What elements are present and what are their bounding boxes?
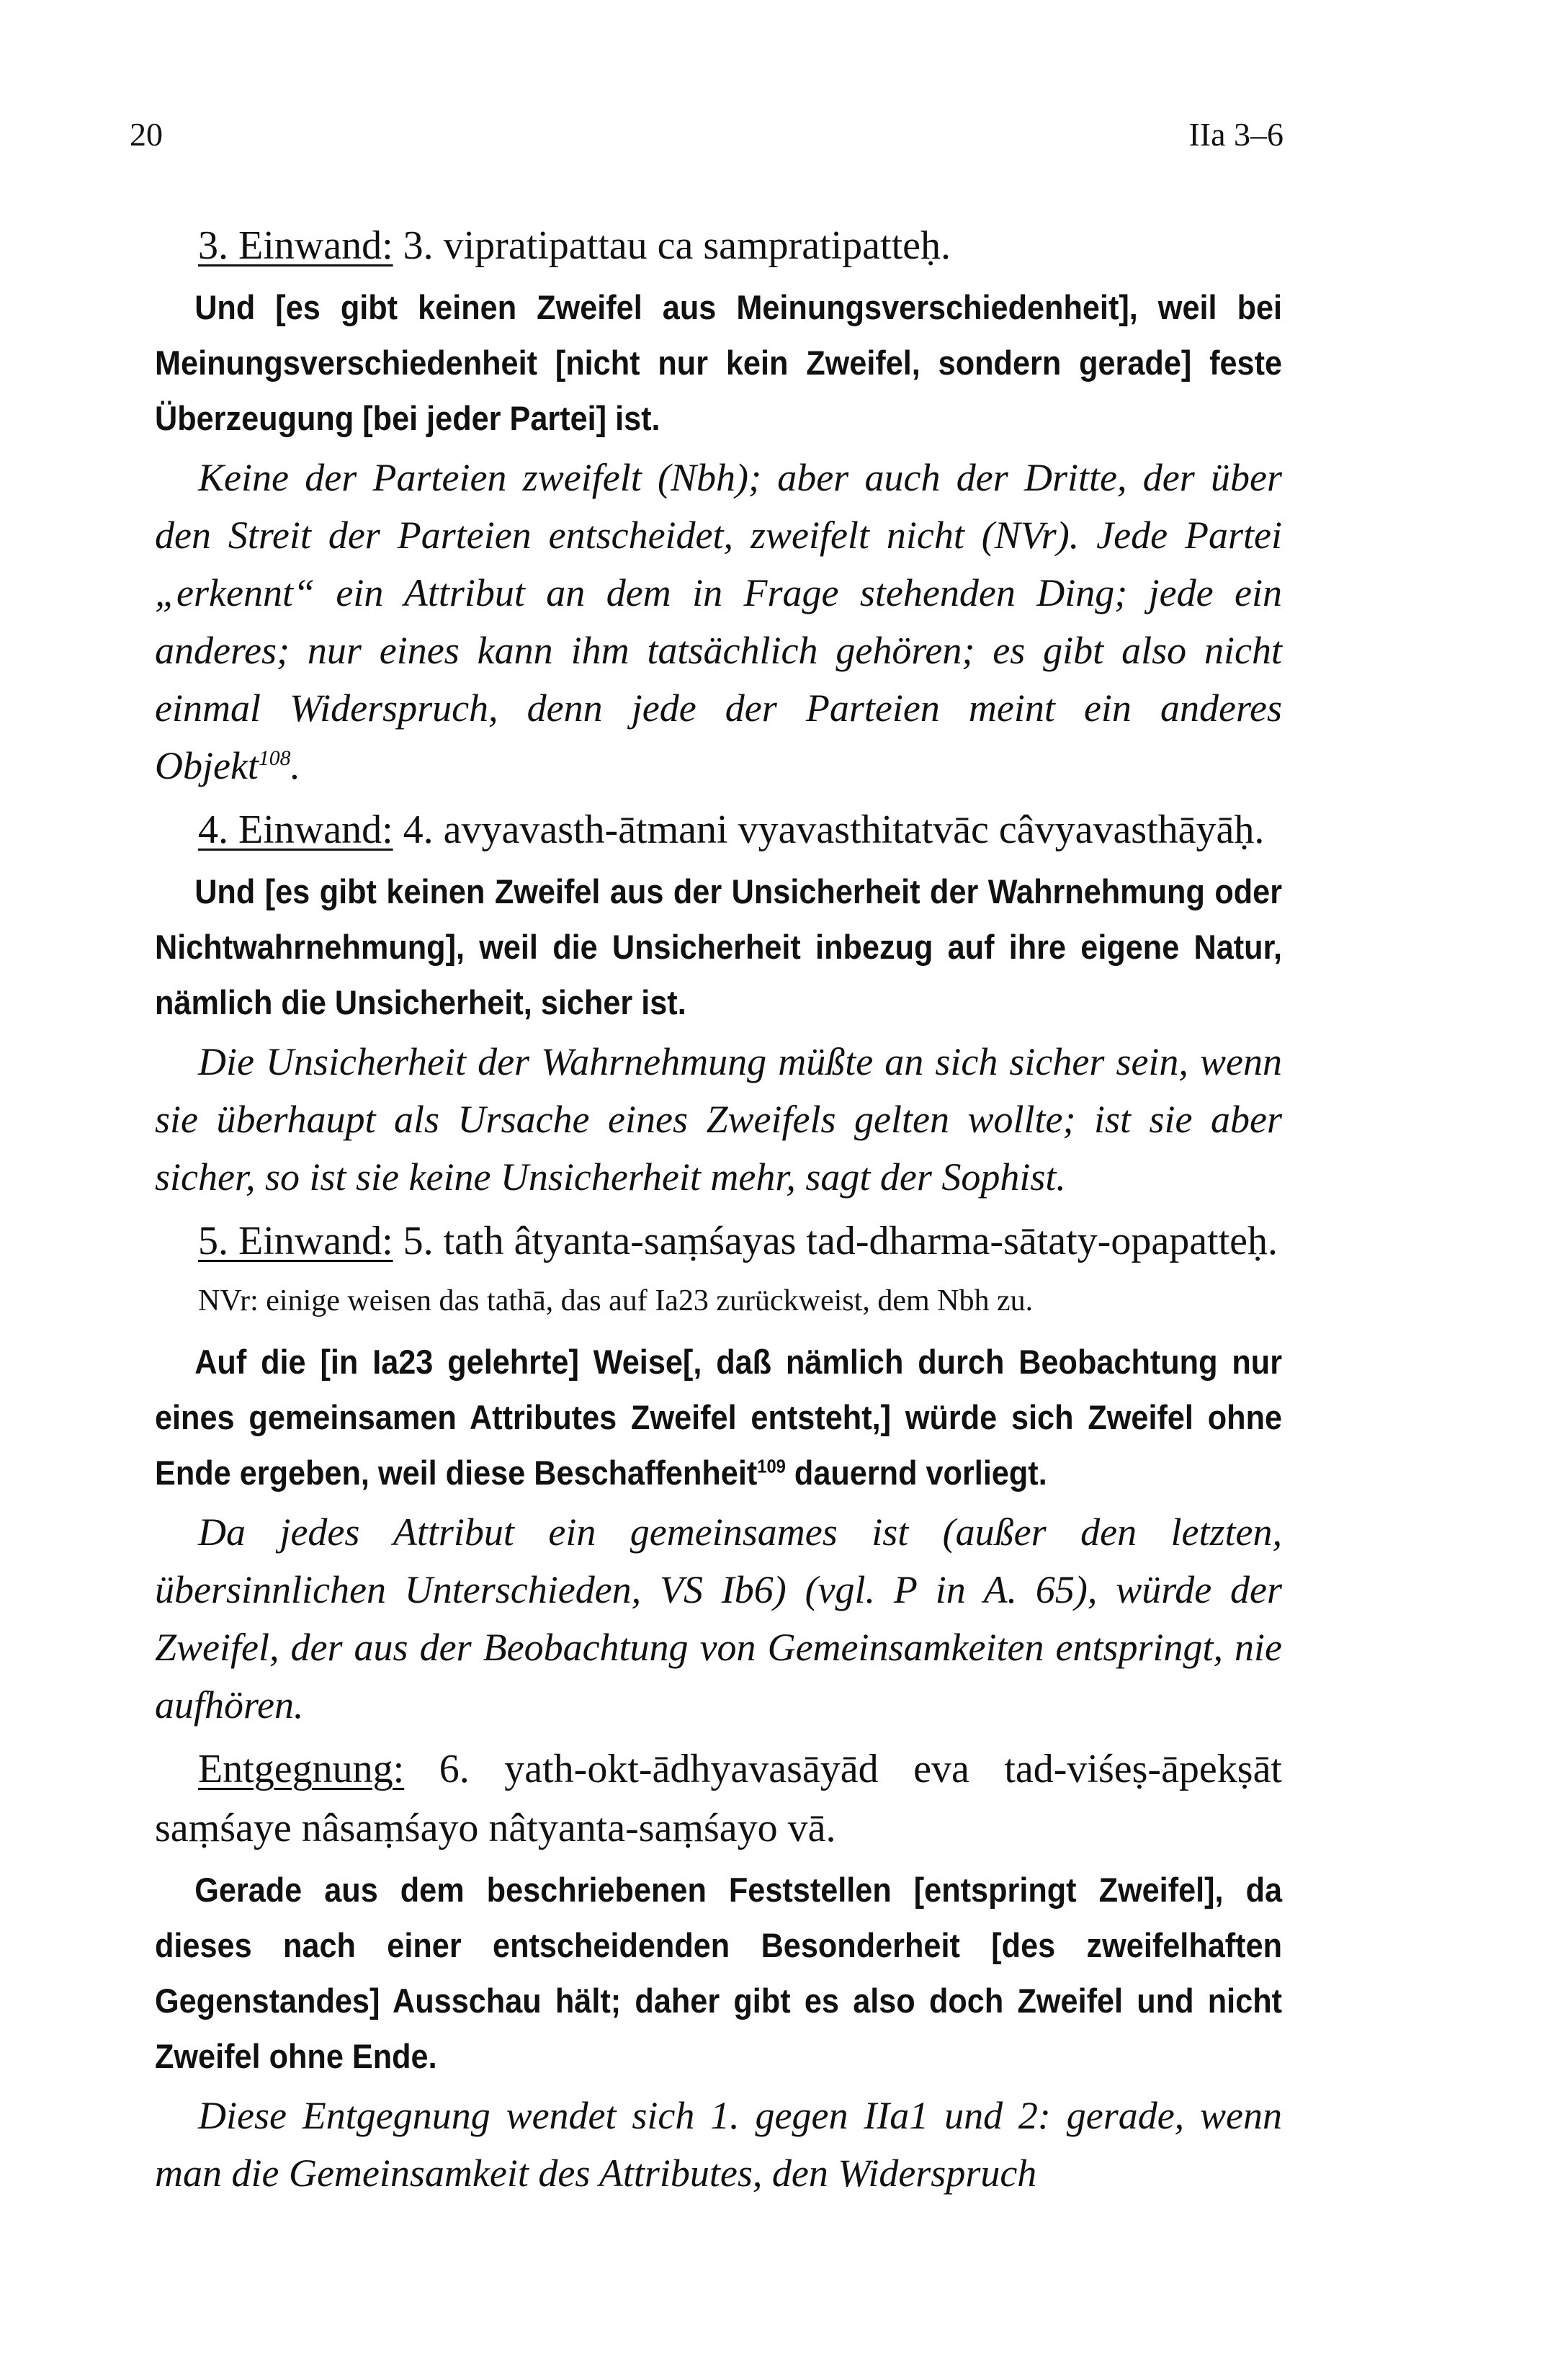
commentary-5: Da jedes Attribut ein gemeinsames ist (außer den letzten, übersinnlichen Unterschieden, VS Ib6) (vgl. P in A. 65), würde der Zweifel, der aus der Beobachtung von Gemeinsamkeiten entspringt, nie aufhören. xyxy=(155,1510,1282,1727)
page-number: 20 xyxy=(130,116,163,153)
commentary-4: Die Unsicherheit der Wahrnehmung müßte an sich sicher sein, wenn sie überhaupt als Ursache eines Zweifels gelten wollte; ist sie aber sicher, so ist sie keine Unsicherheit mehr, sagt der Sophist. xyxy=(155,1040,1282,1199)
sutra-label: 4. Einwand: xyxy=(198,807,393,852)
translation-3: Und [es gibt keinen Zweifel aus Meinungsverschiedenheit], weil bei Meinungsverschiedenheit [nicht nur kein Zweifel, sondern gerade] feste Überzeugung [bei jeder Partei] ist. xyxy=(155,288,1283,437)
translation-text: Auf die [in Ia23 gelehrte] Weise[, daß nämlich durch Beobachtung nur eines gemeinsamen Attributes Zweifel entsteht,] würde sich Zweifel ohne Ende ergeben, weil diese Beschaffenheit xyxy=(155,1343,1283,1492)
sutra-6 xyxy=(155,1740,1282,1858)
footnote-ref-108: 108 xyxy=(258,747,291,770)
running-header: IIa 3–6 xyxy=(1188,116,1283,153)
translation-4: Und [es gibt keinen Zweifel aus der Unsicherheit der Wahrnehmung oder Nichtwahrnehmung], weil die Unsicherheit inbezug auf ihre eigene Natur, nämlich die Unsicherheit, sicher ist. xyxy=(155,872,1283,1021)
translation-6: Gerade aus dem beschriebenen Feststellen [entspringt Zweifel], da dieses nach einer entscheidenden Besonderheit [des zweifelhaften Gegenstandes] Ausschau hält; daher gibt es also doch Zweifel und nicht Zweifel ohne Ende. xyxy=(155,1871,1283,2075)
commentary-3 xyxy=(155,449,1282,794)
page-body xyxy=(155,216,1282,2208)
commentary-text: Keine der Parteien zweifelt (Nbh); aber auch der Dritte, der über den Streit der Parteien entscheidet, zweifelt nicht (NVr). Jede Partei „erkennt“ ein Attribut an dem in Frage stehenden Ding; jede ein anderes; nur eines kann ihm tatsächlich gehören; es gibt also nicht einmal Widerspruch, denn jede der Parteien meint ein anderes Objekt xyxy=(155,456,1282,787)
sutra-label: Entgegnung: xyxy=(198,1747,405,1791)
sutra-text: 6. yath-okt-ādhyavasāyād eva tad-viśeṣ-āpekṣāt saṃśaye nâsaṃśayo nâtyanta-saṃśayo vā. xyxy=(155,1747,1282,1850)
sutra-5 xyxy=(155,1212,1282,1271)
commentary-6: Diese Entgegnung wendet sich 1. gegen IIa1 und 2: gerade, wenn man die Gemeinsamkeit des Attributes, den Widerspruch xyxy=(155,2094,1282,2195)
translation-end: dauernd vorliegt. xyxy=(785,1454,1047,1492)
translation-5 xyxy=(155,1334,1282,1500)
commentary-end: . xyxy=(290,744,300,787)
sutra-3 xyxy=(155,216,1282,275)
sutra-label: 3. Einwand: xyxy=(198,223,393,268)
sutra-text: 4. avyavasth-ātmani vyavasthitatvāc câvyavasthāyāḥ. xyxy=(393,807,1265,852)
sutra-text: 5. tath âtyanta-saṃśayas tad-dharma-sātaty-opapatteḥ. xyxy=(393,1219,1278,1263)
sutra-4 xyxy=(155,800,1282,859)
note-5: NVr: einige weisen das tathā, das auf Ia23 zurückweist, dem Nbh zu. xyxy=(198,1284,1034,1317)
sutra-label: 5. Einwand: xyxy=(198,1219,393,1263)
sutra-text: 3. vipratipattau ca sampratipatteḥ. xyxy=(393,223,951,268)
footnote-ref-109: 109 xyxy=(757,1456,786,1477)
